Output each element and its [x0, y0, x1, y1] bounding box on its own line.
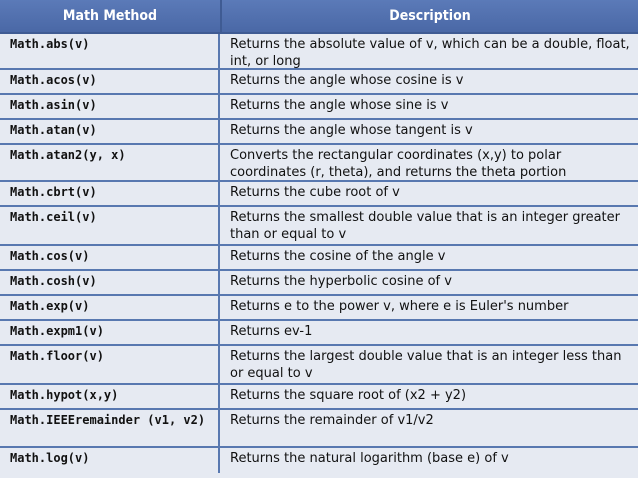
table-row: [0, 70, 638, 95]
method-cell: Math.acos(v): [0, 70, 220, 93]
table-row: [0, 182, 638, 207]
description-cell: Returns the natural logarithm (base e) of v: [230, 451, 509, 466]
table-row: [0, 34, 638, 70]
description-cell: Converts the rectangular coordinates (x,y) to polar coordinates (r, theta), and returns the theta portion: [230, 148, 567, 180]
method-cell: Math.atan(v): [0, 120, 220, 143]
table-row: [0, 296, 638, 321]
table-row: [0, 448, 638, 473]
table-row: [0, 246, 638, 271]
table-row: [0, 385, 638, 410]
method-cell: Math.log(v): [0, 448, 220, 473]
description-cell: Returns the absolute value of v, which can be a double, float, int, or long: [230, 37, 630, 69]
method-cell: Math.ceil(v): [0, 207, 220, 244]
method-cell: Math.cbrt(v): [0, 182, 220, 205]
description-cell: Returns the cube root of v: [230, 185, 400, 200]
description-cell: Returns ev-1: [230, 324, 313, 339]
description-cell: Returns the largest double value that is an integer less than or equal to v: [230, 349, 622, 381]
table-row: [0, 410, 638, 448]
description-cell: Returns the angle whose sine is v: [230, 98, 449, 113]
table-row: [0, 346, 638, 385]
description-cell: Returns the angle whose tangent is v: [230, 123, 473, 138]
description-cell: Returns e to the power v, where e is Euler's number: [230, 299, 569, 314]
method-cell: Math.IEEEremainder (v1, v2): [0, 410, 220, 446]
description-cell: Returns the hyperbolic cosine of v: [230, 274, 452, 289]
description-cell: Returns the remainder of v1/v2: [230, 413, 434, 428]
table-row: [0, 95, 638, 120]
method-cell: Math.expm1(v): [0, 321, 220, 344]
method-cell: Math.abs(v): [0, 34, 220, 68]
table-row: [0, 120, 638, 145]
description-cell: Returns the cosine of the angle v: [230, 249, 446, 264]
description-cell: Returns the smallest double value that is an integer greater than or equal to v: [230, 210, 620, 242]
column-header-description: Description: [389, 8, 471, 24]
method-cell: Math.asin(v): [0, 95, 220, 118]
table-row: [0, 207, 638, 246]
description-cell: Returns the angle whose cosine is v: [230, 73, 464, 88]
description-cell: Returns the square root of (x2 + y2): [230, 388, 467, 403]
column-header-method: Math Method: [0, 0, 222, 32]
method-cell: Math.exp(v): [0, 296, 220, 319]
method-cell: Math.cosh(v): [0, 271, 220, 294]
method-cell: Math.floor(v): [0, 346, 220, 383]
table-row: [0, 321, 638, 346]
table-row: [0, 145, 638, 182]
table-header: [0, 0, 638, 34]
method-cell: Math.cos(v): [0, 246, 220, 269]
table-row: [0, 271, 638, 296]
method-cell: Math.hypot(x,y): [0, 385, 220, 408]
method-cell: Math.atan2(y, x): [0, 145, 220, 180]
